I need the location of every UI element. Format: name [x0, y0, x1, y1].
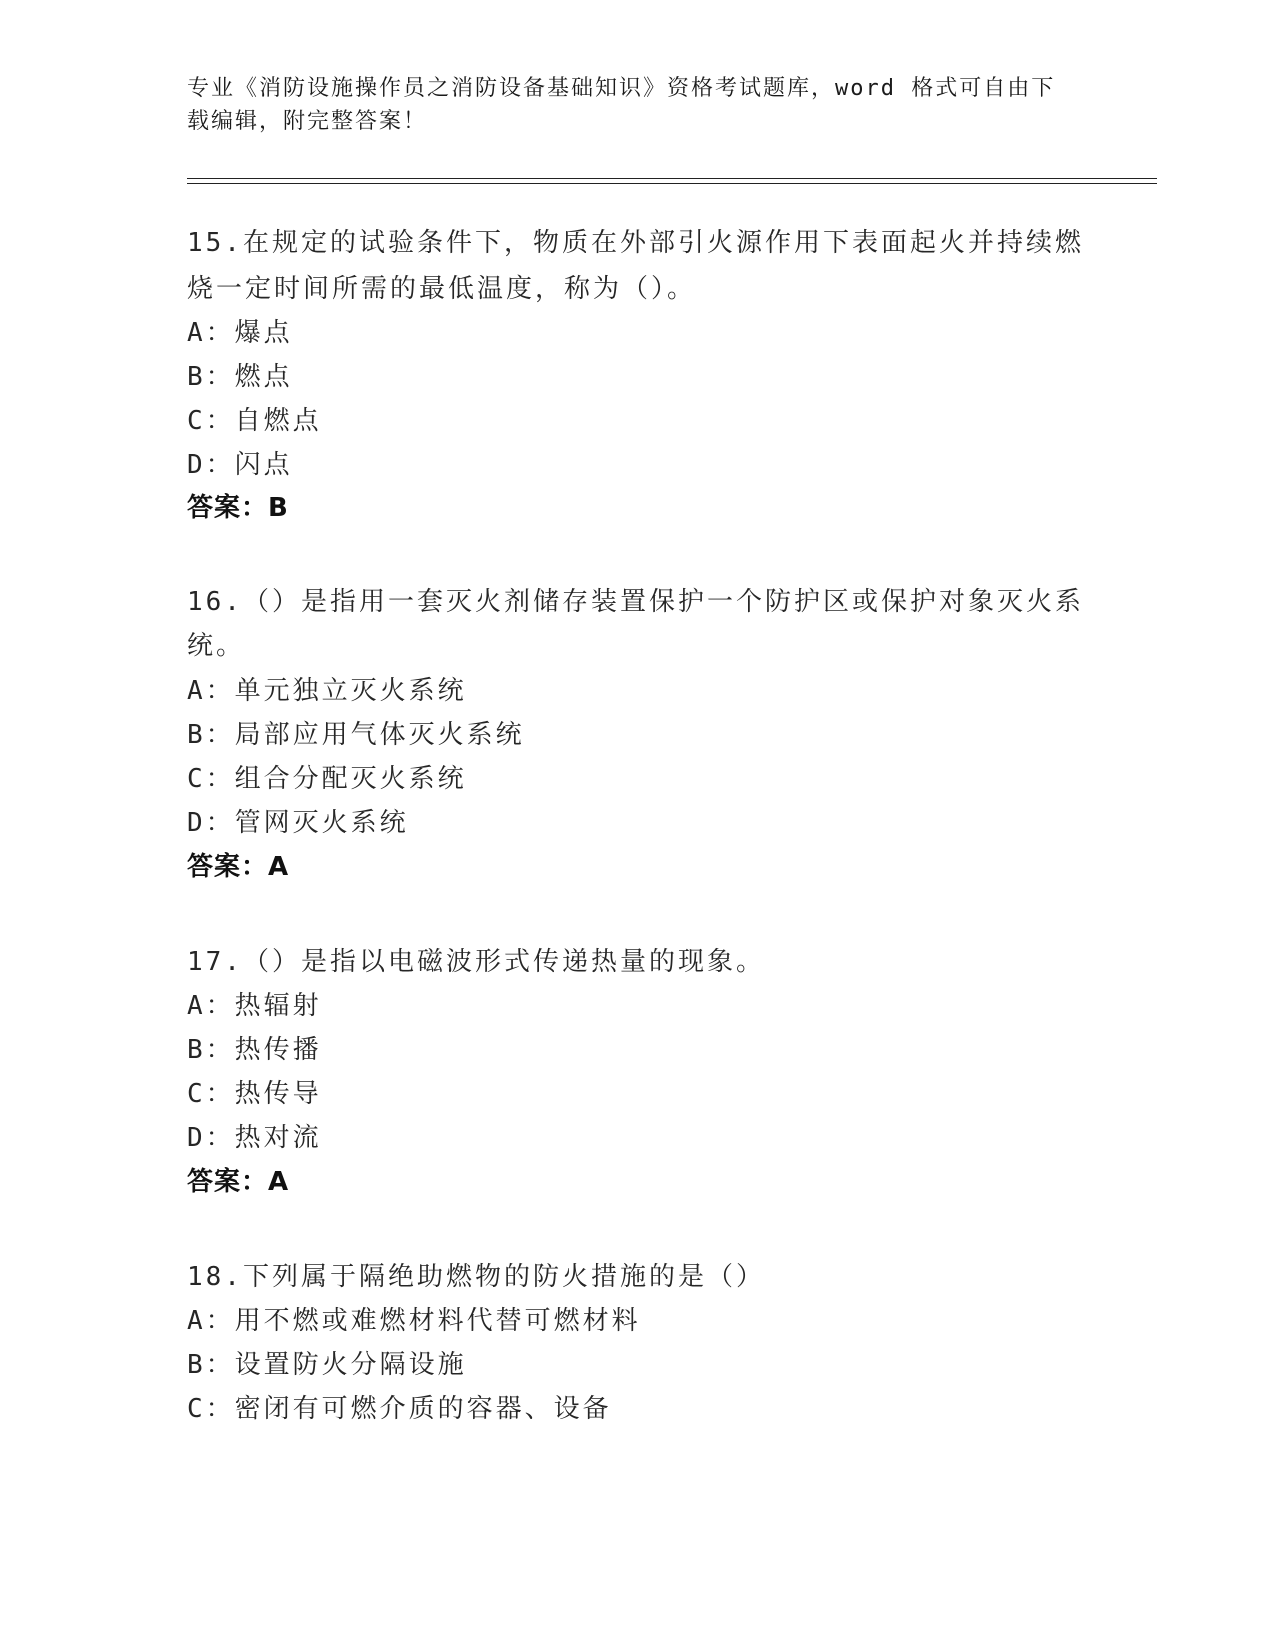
- question-18-stem-line-1: 18.下列属于隔绝助燃物的防火措施的是（）: [187, 1262, 765, 1292]
- question-16-option-d: D：管网灭火系统: [187, 808, 409, 838]
- question-17-stem-line-1: 17.（）是指以电磁波形式传递热量的现象。: [187, 947, 765, 977]
- question-16-option-c: C：组合分配灭火系统: [187, 764, 467, 794]
- question-16-stem-line-2: 统。: [187, 631, 246, 661]
- question-16-option-a: A：单元独立灭火系统: [187, 676, 467, 706]
- question-18-option-b: B：设置防火分隔设施: [187, 1350, 467, 1380]
- question-15-option-c: C：自燃点: [187, 406, 322, 436]
- header-divider-top: [187, 178, 1157, 179]
- question-17-option-c: C：热传导: [187, 1079, 322, 1109]
- question-16-option-b: B：局部应用气体灭火系统: [187, 720, 525, 750]
- question-18-option-a: A：用不燃或难燃材料代替可燃材料: [187, 1306, 641, 1336]
- question-15-option-d: D：闪点: [187, 450, 293, 480]
- header-divider-bottom: [187, 183, 1157, 184]
- question-17-answer: 答案：A: [187, 1167, 290, 1197]
- question-16-answer: 答案：A: [187, 852, 290, 882]
- question-17-option-d: D：热对流: [187, 1123, 322, 1153]
- question-17-option-b: B：热传播: [187, 1035, 322, 1065]
- header-line-1: 专业《消防设施操作员之消防设备基础知识》资格考试题库，word 格式可自由下: [187, 76, 1056, 101]
- header-line-2: 载编辑，附完整答案！: [187, 109, 428, 134]
- question-15-option-b: B：燃点: [187, 362, 293, 392]
- question-15-stem-line-1: 15.在规定的试验条件下，物质在外部引火源作用下表面起火并持续燃: [187, 228, 1084, 258]
- question-15-stem-line-2: 烧一定时间所需的最低温度，称为（）。: [187, 274, 697, 304]
- question-17-option-a: A：热辐射: [187, 991, 322, 1021]
- question-15-option-a: A：爆点: [187, 318, 293, 348]
- question-15-answer: 答案：B: [187, 493, 289, 523]
- question-18-option-c: C：密闭有可燃介质的容器、设备: [187, 1394, 612, 1424]
- question-16-stem-line-1: 16.（）是指用一套灭火剂储存装置保护一个防护区或保护对象灭火系: [187, 587, 1084, 617]
- document-header: [187, 72, 1077, 138]
